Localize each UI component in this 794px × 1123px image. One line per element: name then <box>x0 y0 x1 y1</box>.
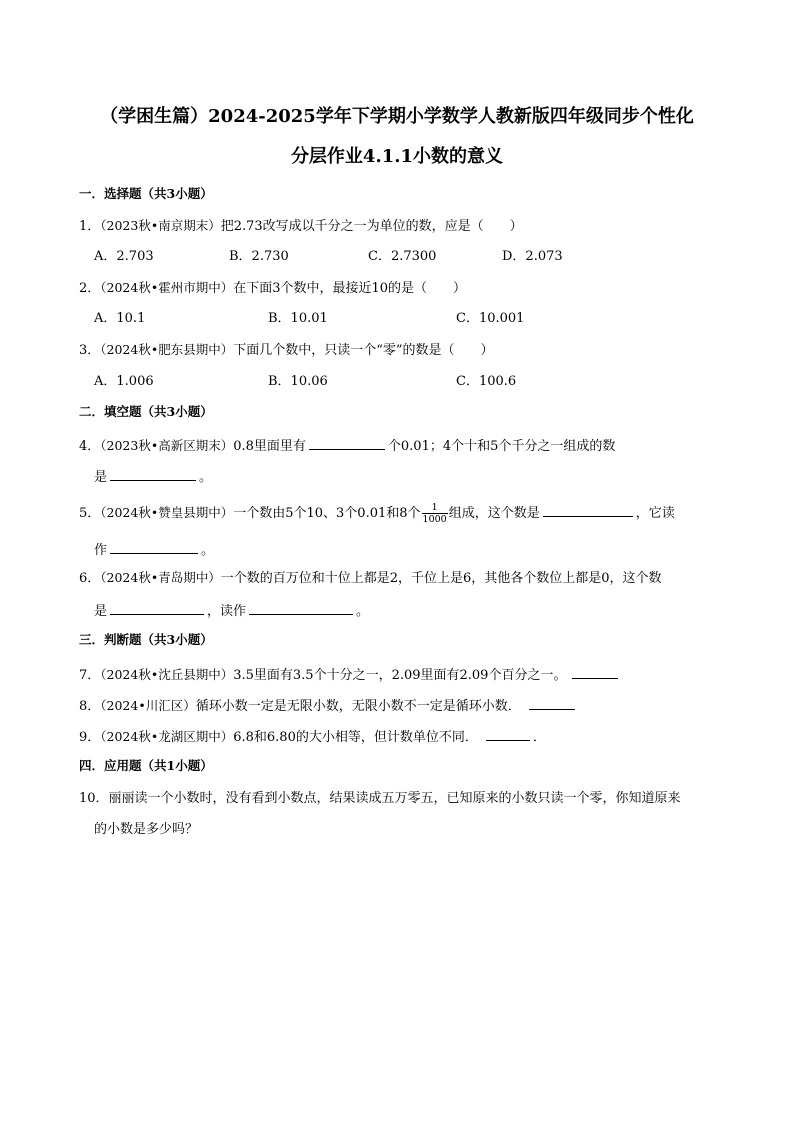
question-text: 3.5里面有3.5个十分之一，2.09里面有2.09个百分之一。 <box>233 668 567 683</box>
question-text: 在下面3个数中，最接近10的是（ ） <box>233 281 467 296</box>
question-6 <box>79 569 662 588</box>
question-source: （2024秋•霍州市期中） <box>100 280 234 295</box>
answer-blank[interactable] <box>529 695 575 710</box>
answer-blank[interactable] <box>110 466 196 481</box>
question-2-option-a: A．10.1 <box>94 311 146 326</box>
question-number: 1． <box>79 219 101 234</box>
question-7 <box>79 664 621 685</box>
question-number: 9． <box>79 730 101 745</box>
fraction <box>422 502 448 525</box>
question-text: 一个数的百万位和十位上都是2，千位上是6，其他各个数位上都是0，这个数 <box>220 571 662 586</box>
answer-blank[interactable] <box>543 502 633 517</box>
question-source: （2024秋•肥东县期中） <box>100 342 234 357</box>
question-2-option-b: B．10.01 <box>268 311 328 326</box>
question-3-option-b: B．10.06 <box>268 374 328 389</box>
question-text: 是 <box>94 604 108 619</box>
question-text: 循环小数一定是无限小数，无限小数不一定是循环小数． <box>195 699 521 714</box>
question-4 <box>79 435 615 456</box>
question-8 <box>79 695 578 716</box>
question-text: ． <box>532 730 546 745</box>
question-source: （2024秋•沈丘县期中） <box>100 667 234 682</box>
question-1-option-c: C．2.7300 <box>368 249 437 264</box>
question-5-continued <box>94 539 214 560</box>
answer-blank[interactable] <box>249 600 353 615</box>
question-text: 一个数由5个10、3个0.01和8个 <box>233 506 421 521</box>
answer-blank[interactable] <box>486 726 530 741</box>
answer-blank[interactable] <box>309 435 385 450</box>
question-2 <box>79 279 466 298</box>
section-heading-application: 四．应用题（共1小题） <box>79 758 213 773</box>
answer-blank[interactable] <box>110 600 204 615</box>
question-text: 丽丽读一个小数时，没有看到小数点，结果读成五万零五，已知原来的小数只读一个零，你知道原来 <box>108 791 681 806</box>
question-3 <box>79 341 494 360</box>
question-text: 把2.73改写成以千分之一为单位的数，应是（ ） <box>220 219 523 234</box>
question-text: 个0.01；4个十和5个千分之一组成的数 <box>387 439 616 454</box>
question-10 <box>79 790 681 808</box>
question-number: 3． <box>79 343 101 358</box>
question-number: 10． <box>79 791 109 806</box>
question-6-continued <box>94 600 369 621</box>
worksheet-title-line-2: 分层作业4.1.1小数的意义 <box>290 146 504 167</box>
question-9 <box>79 726 546 747</box>
answer-blank[interactable] <box>110 539 198 554</box>
question-text: 是 <box>94 470 108 485</box>
question-text: 0.8里面里有 <box>233 439 306 454</box>
question-source: （2024秋•赞皇县期中） <box>100 505 234 520</box>
question-text: 。 <box>201 543 215 558</box>
question-1-option-a: A．2.703 <box>94 249 154 264</box>
question-source: （2024秋•龙湖区期中） <box>100 729 234 744</box>
question-number: 2． <box>79 281 101 296</box>
fraction-numerator: 1 <box>422 502 448 514</box>
question-2-option-c: C．10.001 <box>456 311 525 326</box>
section-heading-fill-in: 二．填空题（共3小题） <box>79 404 213 419</box>
question-10-continued: 的小数是多少吗？ <box>94 822 199 837</box>
question-number: 4． <box>79 439 101 454</box>
worksheet-title-line-1: （学困生篇）2024-2025学年下学期小学数学人教新版四年级同步个性化 <box>100 106 694 127</box>
section-heading-choice: 一．选择题（共3小题） <box>79 186 213 201</box>
question-3-option-a: A．1.006 <box>94 374 154 389</box>
question-text: 。 <box>356 604 370 619</box>
section-heading-true-false: 三．判断题（共3小题） <box>79 632 213 647</box>
question-number: 7． <box>79 668 101 683</box>
question-number: 5． <box>79 506 101 521</box>
question-text: 组成，这个数是 <box>448 506 540 521</box>
question-text: 下面几个数中，只读一个“零”的数是（ ） <box>233 343 494 358</box>
question-1 <box>79 217 523 236</box>
question-4-continued <box>94 466 212 487</box>
question-text: 。 <box>199 470 213 485</box>
question-source: （2024•川汇区） <box>100 698 196 713</box>
question-1-option-d: D．2.073 <box>502 249 563 264</box>
question-3-option-c: C．100.6 <box>456 374 517 389</box>
question-text: 6.8和6.80的大小相等，但计数单位不同． <box>233 730 478 745</box>
answer-blank[interactable] <box>572 664 618 679</box>
question-source: （2023秋•南京期末） <box>100 218 221 233</box>
question-5 <box>79 502 675 525</box>
question-source: （2024秋•青岛期中） <box>100 570 221 585</box>
question-number: 8． <box>79 699 101 714</box>
question-text: ，它读 <box>635 506 675 521</box>
question-number: 6． <box>79 571 101 586</box>
question-1-option-b: B．2.730 <box>229 249 289 264</box>
fraction-denominator: 1000 <box>422 514 447 525</box>
question-text: 作 <box>94 543 108 558</box>
question-source: （2023秋•高新区期末） <box>100 438 234 453</box>
question-text: ，读作 <box>207 604 247 619</box>
